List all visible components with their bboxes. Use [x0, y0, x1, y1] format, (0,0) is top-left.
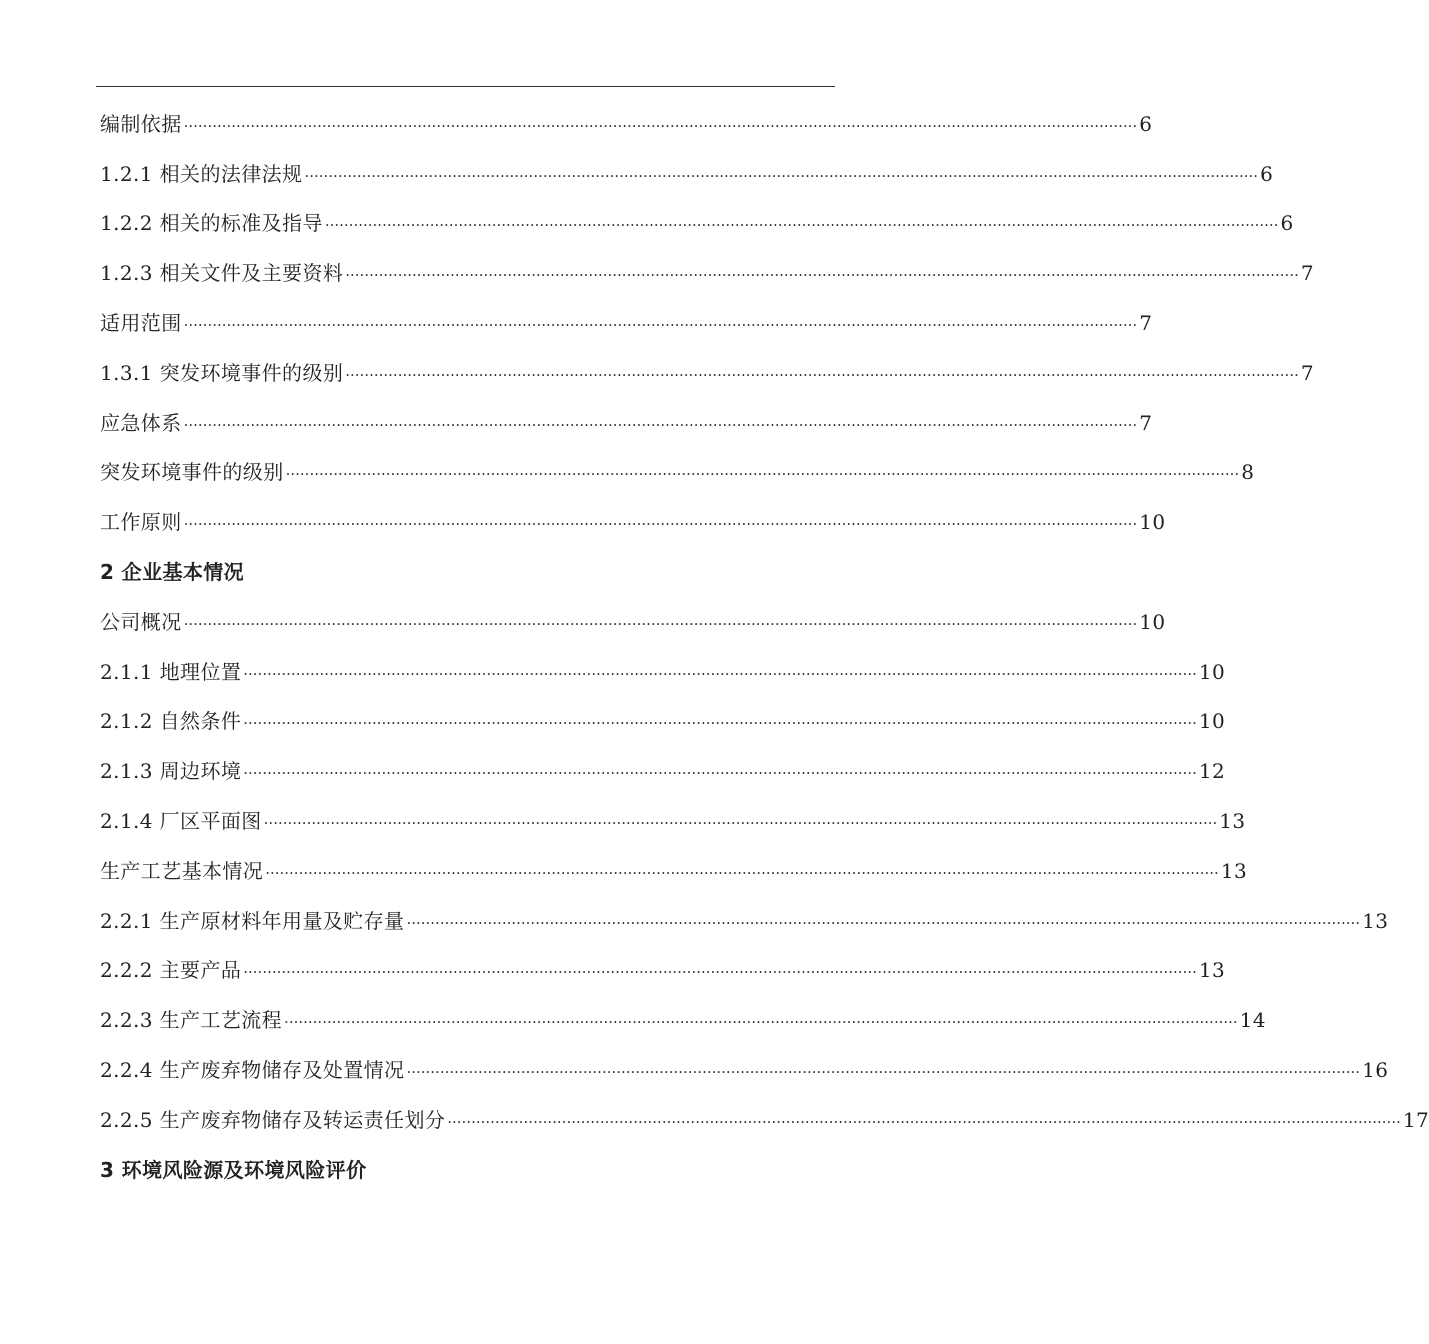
toc-page-number: 7	[1139, 311, 1153, 336]
toc-entry[interactable]	[100, 248, 1314, 298]
toc-entry[interactable]	[100, 697, 1226, 747]
toc-entry[interactable]	[100, 896, 1389, 946]
toc-entry-title: 2.1.3 周边环境	[100, 759, 242, 784]
toc-page-number: 16	[1362, 1058, 1389, 1083]
toc-entry-title: 2.1.1 地理位置	[100, 659, 242, 684]
toc-page-number: 6	[1260, 161, 1274, 186]
toc-dot-leader: ········································································································································································································	[304, 166, 1259, 185]
toc-page-number: 13	[1362, 908, 1389, 933]
toc-dot-leader: ········································································································································································································	[183, 415, 1138, 434]
toc-entry-line	[100, 359, 1314, 387]
toc-entry-line	[100, 1106, 1429, 1134]
toc-dot-leader: ········································································································································································································	[447, 1112, 1401, 1131]
toc-entry-line	[100, 757, 1226, 785]
toc-entry-line	[100, 309, 1153, 337]
toc-page-number: 13	[1220, 858, 1248, 883]
toc-chapter-heading[interactable]	[100, 547, 800, 597]
toc-page-number: 13	[1198, 958, 1226, 983]
toc-entry[interactable]	[100, 199, 1294, 249]
toc-dot-leader: ········································································································································································································	[345, 365, 1299, 384]
toc-dot-leader: ········································································································································································································	[345, 266, 1299, 285]
toc-entry[interactable]	[100, 1045, 1389, 1095]
toc-page-number: 10	[1139, 609, 1166, 634]
toc-page-number: 8	[1241, 460, 1255, 485]
toc-entry[interactable]	[100, 647, 1226, 697]
toc-entry-title: 突发环境事件的级别	[100, 460, 284, 485]
toc-page-number: 7	[1139, 410, 1153, 435]
toc-page-number: 7	[1300, 360, 1314, 385]
header-rule	[96, 86, 835, 87]
toc-entry-title: 2.1.4 厂区平面图	[100, 809, 262, 834]
toc-dot-leader: ········································································································································································································	[183, 316, 1138, 335]
toc-entry[interactable]	[100, 398, 1153, 448]
toc-entry-line	[100, 956, 1226, 984]
toc-entry[interactable]	[100, 597, 1166, 647]
toc-entry-title: 1.3.1 突发环境事件的级别	[100, 360, 344, 385]
toc-dot-leader: ········································································································································································································	[183, 614, 1138, 633]
toc-entry-line	[100, 558, 737, 586]
toc-entry-line	[100, 1006, 1266, 1034]
toc-entry[interactable]	[100, 746, 1226, 796]
table-of-contents	[100, 99, 1429, 1195]
toc-entry[interactable]	[100, 995, 1266, 1045]
toc-page-number: 14	[1239, 1008, 1266, 1033]
toc-entry-line	[100, 110, 1153, 138]
toc-page-number: 13	[1219, 809, 1246, 834]
toc-dot-leader: ········································································································································································································	[285, 465, 1240, 484]
toc-entry[interactable]	[100, 946, 1226, 996]
toc-entry-title: 2.2.2 主要产品	[100, 958, 242, 983]
toc-entry-title: 1.2.3 相关文件及主要资料	[100, 261, 344, 286]
toc-dot-leader: ········································································································································································································	[243, 664, 1197, 683]
toc-dot-leader: ········································································································································································································	[263, 814, 1218, 833]
toc-page-number: 12	[1198, 759, 1226, 784]
toc-entry-title: 2 企业基本情况	[100, 560, 245, 585]
toc-entry[interactable]	[100, 149, 1274, 199]
toc-entry-title: 1.2.2 相关的标准及指导	[100, 211, 323, 236]
toc-entry[interactable]	[100, 1095, 1429, 1145]
toc-chapter-heading[interactable]	[100, 1145, 800, 1195]
toc-entry[interactable]	[100, 448, 1255, 498]
toc-dot-leader: ········································································································································································································	[183, 116, 1138, 135]
toc-entry-title: 1.2.1 相关的法律法规	[100, 161, 303, 186]
toc-entry-title: 2.2.5 生产废弃物储存及转运责任划分	[100, 1107, 446, 1132]
toc-entry-line	[100, 807, 1246, 835]
toc-entry-title: 公司概况	[100, 609, 182, 634]
toc-entry-title: 2.2.3 生产工艺流程	[100, 1008, 283, 1033]
toc-page-number: 10	[1198, 709, 1226, 734]
toc-entry-line	[100, 707, 1226, 735]
toc-entry-line	[100, 259, 1314, 287]
toc-entry-line	[100, 1156, 737, 1184]
toc-entry-line	[100, 857, 1248, 885]
toc-entry-line	[100, 658, 1226, 686]
toc-entry-title: 适用范围	[100, 311, 182, 336]
toc-entry-title: 2.1.2 自然条件	[100, 709, 242, 734]
toc-entry[interactable]	[100, 497, 1166, 547]
toc-page-number: 6	[1139, 111, 1153, 136]
toc-dot-leader: ········································································································································································································	[243, 963, 1197, 982]
toc-entry-title: 应急体系	[100, 410, 182, 435]
toc-entry[interactable]	[100, 796, 1246, 846]
toc-dot-leader: ········································································································································································································	[183, 515, 1138, 534]
toc-entry-title: 3 环境风险源及环境风险评价	[100, 1157, 367, 1182]
toc-entry-line	[100, 209, 1294, 237]
toc-entry-line	[100, 907, 1389, 935]
toc-page-number: 17	[1402, 1107, 1429, 1132]
toc-entry-line	[100, 409, 1153, 437]
toc-entry-line	[100, 508, 1166, 536]
toc-entry[interactable]	[100, 298, 1153, 348]
toc-dot-leader: ········································································································································································································	[406, 913, 1361, 932]
toc-dot-leader: ········································································································································································································	[243, 764, 1197, 783]
toc-dot-leader: ········································································································································································································	[265, 863, 1219, 882]
toc-entry-line	[100, 160, 1274, 188]
toc-entry-title: 工作原则	[100, 510, 182, 535]
toc-dot-leader: ········································································································································································································	[284, 1013, 1238, 1032]
toc-page-number: 7	[1300, 261, 1314, 286]
toc-entry[interactable]	[100, 846, 1248, 896]
toc-page-number: 10	[1139, 510, 1166, 535]
toc-dot-leader: ········································································································································································································	[406, 1063, 1361, 1082]
toc-dot-leader: ········································································································································································································	[243, 714, 1197, 733]
toc-dot-leader: ········································································································································································································	[324, 216, 1279, 235]
toc-entry-title: 2.2.1 生产原材料年用量及贮存量	[100, 908, 405, 933]
toc-entry-title: 2.2.4 生产废弃物储存及处置情况	[100, 1058, 405, 1083]
toc-entry-line	[100, 1056, 1389, 1084]
toc-entry[interactable]	[100, 348, 1314, 398]
toc-entry-line	[100, 458, 1255, 486]
toc-page-number: 6	[1280, 211, 1294, 236]
toc-entry-title: 生产工艺基本情况	[100, 858, 264, 883]
toc-page-number: 10	[1198, 659, 1226, 684]
toc-entry-title: 编制依据	[100, 111, 182, 136]
toc-entry-line	[100, 608, 1166, 636]
toc-entry[interactable]	[100, 99, 1153, 149]
